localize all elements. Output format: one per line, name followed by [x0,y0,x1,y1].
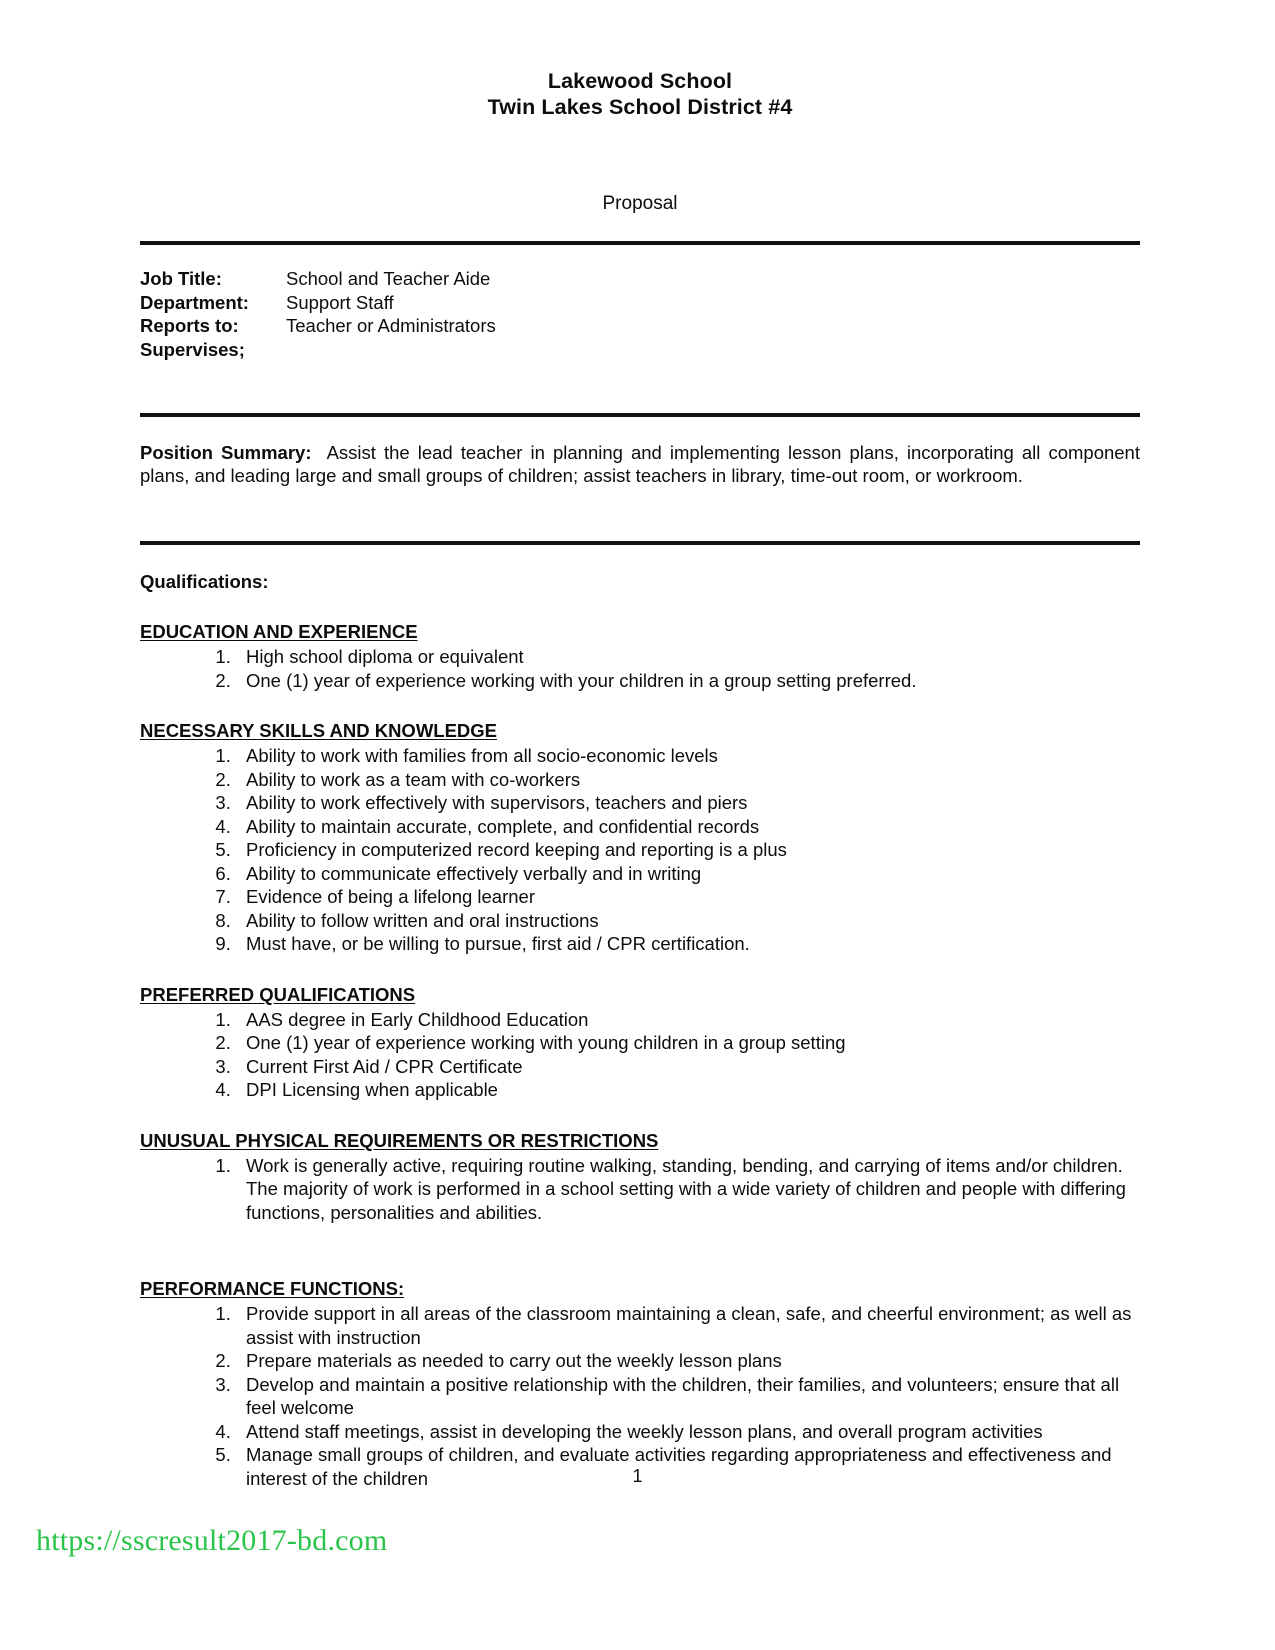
list-item: 7. Evidence of being a lifelong learner [236,885,1140,909]
list-item: 2. Ability to work as a team with co-workers [236,768,1140,792]
document-kicker: Proposal [602,193,678,214]
section-unusual-physical-requirements-or-restrictions [140,1130,1140,1225]
meta-label: Reports to: [140,315,239,336]
spacer [140,487,1140,515]
position-summary-label: Position Summary: [140,442,312,463]
meta-label: Job Title: [140,268,222,289]
page-title: Lakewood School [547,69,733,93]
list-item: 4. DPI Licensing when applicable [236,1078,1140,1102]
section-performance-functions [140,1278,1140,1490]
section-necessary-skills-and-knowledge [140,720,1140,956]
page-subtitle: Twin Lakes School District #4 [487,95,793,119]
watermark-url: https://sscresult2017-bd.com [36,1524,388,1557]
list-item: 5. Proficiency in computerized record keeping and reporting is a plus [236,838,1140,862]
list-item: 3. Current First Aid / CPR Certificate [236,1055,1140,1079]
meta-value: Teacher or Administrators [286,315,496,336]
list-item: 1. Provide support in all areas of the classroom maintaining a clean, safe, and cheerful environment; as well as assist with instruction [236,1302,1140,1349]
list-item: 6. Ability to communicate effectively verbally and in writing [236,862,1140,886]
section-education-and-experience [140,621,1140,692]
section-preferred-qualifications [140,984,1140,1102]
list-item: 3. Ability to work effectively with supervisors, teachers and piers [236,791,1140,815]
document-content [140,0,1140,1490]
meta-label: Supervises; [140,338,245,360]
position-summary [140,441,1140,487]
list-item: 5. Manage small groups of children, and evaluate activities regarding appropriateness and effectiveness and interest of the children [236,1443,1140,1490]
list-item: 1. Ability to work with families from all socio-economic levels [236,744,1140,768]
section-list [140,744,1140,956]
list-item: 8. Ability to follow written and oral instructions [236,909,1140,933]
meta-value: School and Teacher Aide [286,268,491,289]
list-item: 2. One (1) year of experience working with your children in a group setting preferred. [236,669,1140,693]
job-meta-table [140,267,1140,387]
meta-value: Support Staff [286,291,394,313]
section-title: PERFORMANCE FUNCTIONS: [140,1278,405,1299]
section-list [140,645,1140,692]
section-list [140,1302,1140,1490]
section-list [140,1008,1140,1102]
list-item: 2. Prepare materials as needed to carry out the weekly lesson plans [236,1349,1140,1373]
list-item: 3. Develop and maintain a positive relationship with the children, their families, and volunteers; ensure that all feel welcome [236,1373,1140,1420]
section-list [140,1154,1140,1225]
position-summary-text: Assist the lead teacher in planning and implementing lesson plans, incorporating all component plans, and leading large and small groups of children; assist teachers in library, time-out room, or workroom. [140,442,1140,486]
list-item: 1. High school diploma or equivalent [236,645,1140,669]
list-item: 9. Must have, or be willing to pursue, first aid / CPR certification. [236,932,1140,956]
section-title: NECESSARY SKILLS AND KNOWLEDGE [140,720,498,741]
meta-row [140,291,1140,315]
list-item: 1. Work is generally active, requiring routine walking, standing, bending, and carrying of items and/or children. The majority of work is performed in a school setting with a wide variety of children and people with differing functions, personalities and abilities. [236,1154,1140,1225]
list-item: 1. AAS degree in Early Childhood Education [236,1008,1140,1032]
meta-row [140,338,1140,362]
page-number: 1 [632,1466,643,1486]
list-item: 4. Attend staff meetings, assist in developing the weekly lesson plans, and overall program activities [236,1420,1140,1444]
meta-row [140,267,1140,291]
list-item: 2. One (1) year of experience working with young children in a group setting [236,1031,1140,1055]
divider-middle [140,413,1140,417]
divider-top [140,241,1140,245]
qualifications-heading: Qualifications: [140,571,269,592]
meta-label: Department: [140,291,249,313]
spacer [140,361,1140,387]
divider-bottom [140,541,1140,545]
section-title: EDUCATION AND EXPERIENCE [140,621,418,642]
section-title: UNUSUAL PHYSICAL REQUIREMENTS OR RESTRICTIONS [140,1129,659,1151]
list-item: 4. Ability to maintain accurate, complete, and confidential records [236,815,1140,839]
meta-row [140,314,1140,338]
section-title: PREFERRED QUALIFICATIONS [140,983,416,1005]
